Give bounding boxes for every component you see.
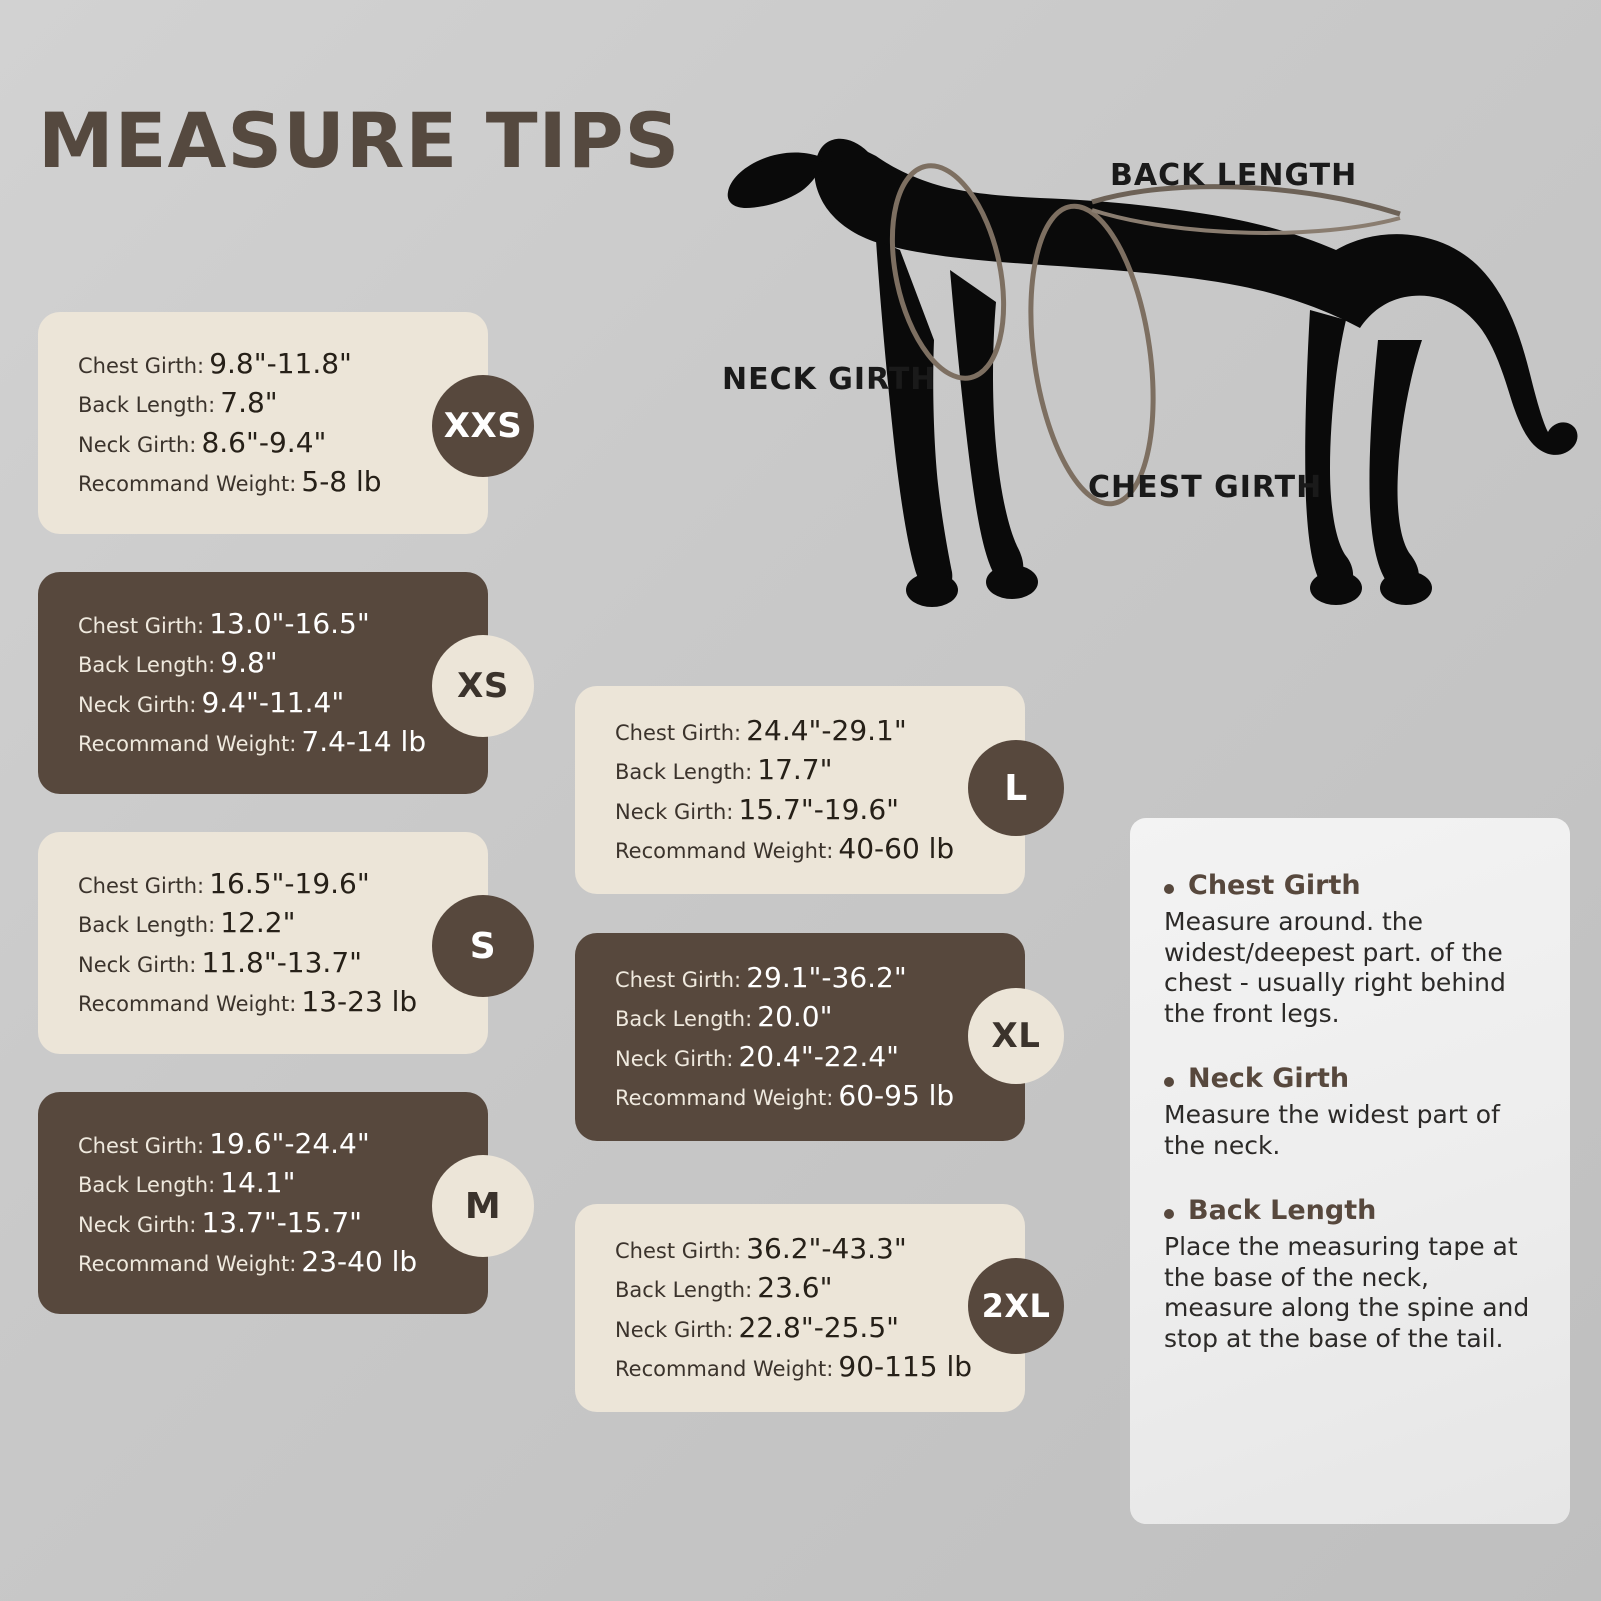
field-label-chest: Chest Girth: bbox=[78, 614, 205, 639]
field-label-neck: Neck Girth: bbox=[78, 1213, 197, 1237]
value-weight: 40-60 lb bbox=[838, 832, 955, 866]
field-label-back: Back Length: bbox=[615, 760, 753, 785]
size-card-l[interactable] bbox=[575, 686, 1025, 894]
size-card-rows bbox=[78, 609, 426, 757]
size-card-xxs[interactable] bbox=[38, 312, 488, 534]
field-label-chest: Chest Girth: bbox=[615, 721, 742, 746]
row-back bbox=[78, 386, 382, 420]
row-back bbox=[78, 646, 426, 680]
tip-heading-back bbox=[1164, 1195, 1536, 1226]
field-label-back: Back Length: bbox=[78, 913, 216, 938]
tip-body-neck: Measure the widest part of the neck. bbox=[1164, 1100, 1500, 1160]
tips-panel bbox=[1130, 818, 1570, 1524]
value-neck: 8.6"-9.4" bbox=[201, 426, 327, 459]
size-card-rows bbox=[615, 716, 954, 864]
value-back: 20.0" bbox=[757, 1000, 833, 1034]
row-weight bbox=[615, 1079, 955, 1113]
row-back bbox=[615, 1271, 972, 1305]
row-chest bbox=[615, 961, 954, 995]
row-weight bbox=[78, 465, 382, 499]
value-back: 9.8" bbox=[220, 646, 278, 680]
field-label-chest: Chest Girth: bbox=[78, 1134, 205, 1159]
row-back bbox=[78, 906, 417, 940]
value-chest: 19.6"-24.4" bbox=[209, 1127, 370, 1161]
field-label-chest: Chest Girth: bbox=[615, 1239, 742, 1264]
size-card-s[interactable] bbox=[38, 832, 488, 1054]
bullet-icon bbox=[1164, 884, 1174, 894]
value-weight: 7.4-14 lb bbox=[301, 725, 427, 759]
row-weight bbox=[78, 725, 427, 759]
value-chest: 24.4"-29.1" bbox=[746, 714, 907, 748]
tip-body-chest: Measure around. the widest/deepest part. of the chest - usually right behind the front legs. bbox=[1164, 907, 1506, 1028]
size-badge-l[interactable]: L bbox=[968, 740, 1064, 836]
value-neck: 9.4"-11.4" bbox=[201, 686, 345, 719]
row-weight bbox=[615, 1350, 973, 1384]
value-weight: 23-40 lb bbox=[301, 1245, 418, 1279]
value-chest: 29.1"-36.2" bbox=[746, 961, 907, 995]
row-weight bbox=[78, 985, 418, 1019]
row-chest bbox=[78, 1127, 417, 1161]
field-label-back: Back Length: bbox=[78, 653, 216, 678]
size-badge-s[interactable]: S bbox=[432, 895, 534, 997]
size-badge-xl[interactable]: XL bbox=[968, 988, 1064, 1084]
row-neck bbox=[615, 795, 954, 824]
size-badge-xs[interactable]: XS bbox=[432, 635, 534, 737]
row-neck bbox=[615, 1042, 954, 1071]
size-badge-2xl[interactable]: 2XL bbox=[968, 1258, 1064, 1354]
row-neck bbox=[78, 688, 426, 717]
tip-body-back: Place the measuring tape at the base of the neck, measure along the spine and stop at the base of the tail. bbox=[1164, 1232, 1530, 1353]
page-title: MEASURE TIPS bbox=[38, 96, 681, 185]
field-label-weight: Recommand Weight: bbox=[615, 1086, 834, 1111]
row-back bbox=[615, 753, 954, 787]
size-badge-m[interactable]: M bbox=[432, 1155, 534, 1257]
field-label-weight: Recommand Weight: bbox=[615, 1357, 834, 1382]
value-chest: 16.5"-19.6" bbox=[209, 867, 370, 901]
field-label-neck: Neck Girth: bbox=[615, 800, 734, 824]
value-weight: 60-95 lb bbox=[838, 1079, 955, 1113]
label-neck-girth: NECK GIRTH bbox=[722, 362, 937, 397]
size-card-rows bbox=[615, 963, 954, 1111]
value-neck: 13.7"-15.7" bbox=[201, 1206, 363, 1239]
field-label-weight: Recommand Weight: bbox=[78, 992, 297, 1017]
label-back-length: BACK LENGTH bbox=[1110, 158, 1358, 193]
value-neck: 15.7"-19.6" bbox=[738, 793, 900, 826]
size-card-rows bbox=[78, 349, 382, 497]
value-weight: 90-115 lb bbox=[838, 1350, 973, 1384]
value-neck: 22.8"-25.5" bbox=[738, 1311, 900, 1344]
field-label-back: Back Length: bbox=[615, 1278, 753, 1303]
field-label-neck: Neck Girth: bbox=[78, 693, 197, 717]
value-back: 12.2" bbox=[220, 906, 296, 940]
value-back: 14.1" bbox=[220, 1166, 296, 1200]
value-chest: 36.2"-43.3" bbox=[746, 1232, 907, 1266]
value-chest: 13.0"-16.5" bbox=[209, 607, 370, 641]
tip-heading-text: Back Length bbox=[1188, 1195, 1377, 1226]
row-chest bbox=[615, 1232, 972, 1266]
value-neck: 20.4"-22.4" bbox=[738, 1040, 900, 1073]
tip-heading-neck bbox=[1164, 1063, 1536, 1094]
row-neck bbox=[78, 948, 417, 977]
field-label-neck: Neck Girth: bbox=[615, 1047, 734, 1071]
bullet-icon bbox=[1164, 1209, 1174, 1219]
row-weight bbox=[615, 832, 955, 866]
tip-heading-chest bbox=[1164, 870, 1536, 901]
tip-heading-text: Chest Girth bbox=[1188, 870, 1361, 901]
row-chest bbox=[78, 347, 382, 381]
size-badge-xxs[interactable]: XXS bbox=[432, 375, 534, 477]
field-label-weight: Recommand Weight: bbox=[78, 1252, 297, 1277]
size-card-m[interactable] bbox=[38, 1092, 488, 1314]
field-label-chest: Chest Girth: bbox=[78, 874, 205, 899]
row-chest bbox=[78, 867, 417, 901]
field-label-weight: Recommand Weight: bbox=[615, 839, 834, 864]
row-neck bbox=[78, 1208, 417, 1237]
field-label-neck: Neck Girth: bbox=[78, 953, 197, 977]
value-weight: 13-23 lb bbox=[301, 985, 418, 1019]
size-card-xs[interactable] bbox=[38, 572, 488, 794]
row-chest bbox=[615, 714, 954, 748]
field-label-back: Back Length: bbox=[615, 1007, 753, 1032]
row-weight bbox=[78, 1245, 418, 1279]
field-label-chest: Chest Girth: bbox=[78, 354, 205, 379]
row-neck bbox=[78, 428, 382, 457]
label-chest-girth: CHEST GIRTH bbox=[1088, 470, 1323, 505]
field-label-neck: Neck Girth: bbox=[78, 433, 197, 457]
tip-heading-text: Neck Girth bbox=[1188, 1063, 1350, 1094]
field-label-weight: Recommand Weight: bbox=[78, 732, 297, 757]
size-card-xl[interactable] bbox=[575, 933, 1025, 1141]
field-label-chest: Chest Girth: bbox=[615, 968, 742, 993]
value-chest: 9.8"-11.8" bbox=[209, 347, 352, 381]
row-neck bbox=[615, 1313, 972, 1342]
size-card-rows bbox=[615, 1234, 972, 1382]
value-back: 23.6" bbox=[757, 1271, 833, 1305]
value-back: 7.8" bbox=[220, 386, 278, 420]
size-card-2xl[interactable] bbox=[575, 1204, 1025, 1412]
value-back: 17.7" bbox=[757, 753, 833, 787]
field-label-weight: Recommand Weight: bbox=[78, 472, 297, 497]
row-chest bbox=[78, 607, 426, 641]
row-back bbox=[615, 1000, 954, 1034]
size-card-rows bbox=[78, 1129, 417, 1277]
field-label-neck: Neck Girth: bbox=[615, 1318, 734, 1342]
field-label-back: Back Length: bbox=[78, 393, 216, 418]
value-weight: 5-8 lb bbox=[301, 465, 382, 499]
field-label-back: Back Length: bbox=[78, 1173, 216, 1198]
bullet-icon bbox=[1164, 1077, 1174, 1087]
dog-diagram bbox=[700, 90, 1590, 630]
value-neck: 11.8"-13.7" bbox=[201, 946, 363, 979]
size-card-rows bbox=[78, 869, 417, 1017]
row-back bbox=[78, 1166, 417, 1200]
